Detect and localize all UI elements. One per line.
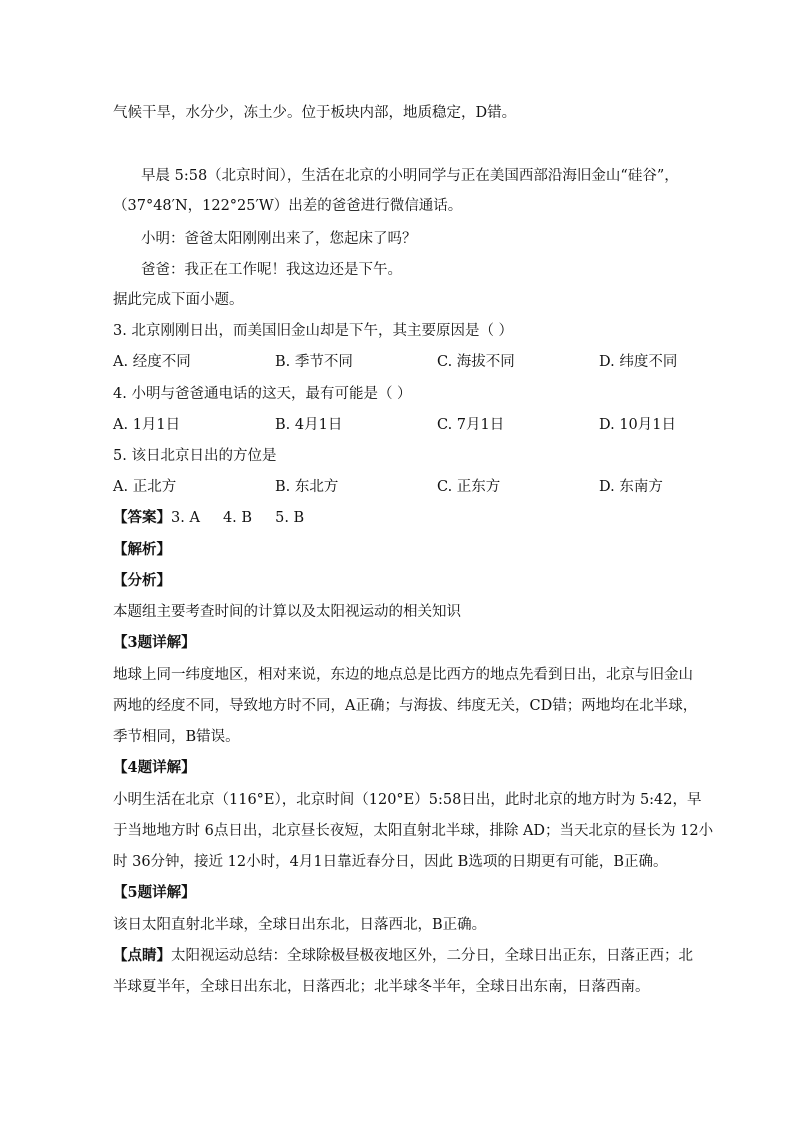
- instruction: 据此完成下面小题。: [113, 292, 244, 308]
- question-5-option-d: D. 东南方: [599, 479, 663, 495]
- scenario-line-1: 早晨 5:58（北京时间），生活在北京的小明同学与正在美国西部沿海旧金山“硅谷”，: [141, 168, 679, 184]
- dianjing-text-1: 太阳视运动总结：全球除极昼极夜地区外，二分日，全球日出正东，日落正西；北: [171, 948, 693, 964]
- dianjing-line-1: [113, 946, 693, 966]
- jiexi-label: 【解析】: [113, 541, 171, 558]
- answer-label: 【答案】: [113, 509, 171, 526]
- detail-4-line-3: 时 36分钟，接近 12小时，4月1日靠近春分日，因此 B选项的日期更有可能，B正确。: [113, 854, 668, 870]
- question-4-option-a: A. 1月1日: [113, 417, 181, 433]
- dialog-father: 爸爸：我正在工作呢！我这边还是下午。: [141, 262, 402, 278]
- question-5-option-a: A. 正北方: [113, 479, 177, 495]
- scenario-line-2: （37°48′N，122°25′W）出差的爸爸进行微信通话。: [113, 198, 463, 214]
- detail-4-line-1: 小明生活在北京（116°E），北京时间（120°E）5:58日出，此时北京的地方时为 5:42，早: [113, 792, 702, 808]
- question-4-option-d: D. 10月1日: [599, 417, 677, 433]
- dialog-xiaoming: 小明：爸爸太阳刚刚出来了，您起床了吗？: [141, 231, 417, 247]
- prev-answer-tail: 气候干旱，水分少，冻土少。位于板块内部，地质稳定，D错。: [113, 105, 517, 121]
- question-3-stem: 3. 北京刚刚日出，而美国旧金山却是下午，其主要原因是（ ）: [113, 323, 514, 339]
- detail-4-title: 【4题详解】: [113, 759, 196, 776]
- detail-3-title: 【3题详解】: [113, 634, 196, 651]
- detail-3-line-1: 地球上同一纬度地区，相对来说，东边的地点总是比西方的地点先看到日出，北京与旧金山: [113, 667, 693, 683]
- detail-5-title: 【5题详解】: [113, 884, 196, 901]
- question-3-option-c: C. 海拔不同: [437, 354, 515, 370]
- dianjing-label: 【点睛】: [113, 947, 171, 964]
- detail-5-line-1: 该日太阳直射北半球，全球日出东北，日落西北，B正确。: [113, 917, 487, 933]
- detail-3-line-3: 季节相同，B错误。: [113, 729, 240, 745]
- question-5-stem: 5. 该日北京日出的方位是: [113, 448, 277, 464]
- question-3-option-a: A. 经度不同: [113, 354, 191, 370]
- analysis-summary: 本题组主要考查时间的计算以及太阳视运动的相关知识: [113, 604, 461, 620]
- detail-3-line-2: 两地的经度不同，导致地方时不同，A正确；与海拔、纬度无关，CD错；两地均在北半球，: [113, 698, 698, 714]
- question-3-option-b: B. 季节不同: [275, 354, 353, 370]
- detail-4-line-2: 于当地地方时 6点日出，北京昼长夜短，太阳直射北半球，排除 AD；当天北京的昼长为 12小: [113, 823, 714, 839]
- question-5-option-c: C. 正东方: [437, 479, 501, 495]
- question-5-option-b: B. 东北方: [275, 479, 339, 495]
- question-4-stem: 4. 小明与爸爸通电话的这天，最有可能是（ ）: [113, 386, 412, 402]
- answer-line: [113, 508, 304, 528]
- question-4-option-c: C. 7月1日: [437, 417, 505, 433]
- fenxi-label: 【分析】: [113, 572, 171, 589]
- answer-text: 3. A 4. B 5. B: [171, 510, 305, 526]
- question-4-option-b: B. 4月1日: [275, 417, 343, 433]
- dianjing-line-2: 半球夏半年，全球日出东北，日落西北；北半球冬半年，全球日出东南，日落西南。: [113, 979, 650, 995]
- question-3-option-d: D. 纬度不同: [599, 354, 678, 370]
